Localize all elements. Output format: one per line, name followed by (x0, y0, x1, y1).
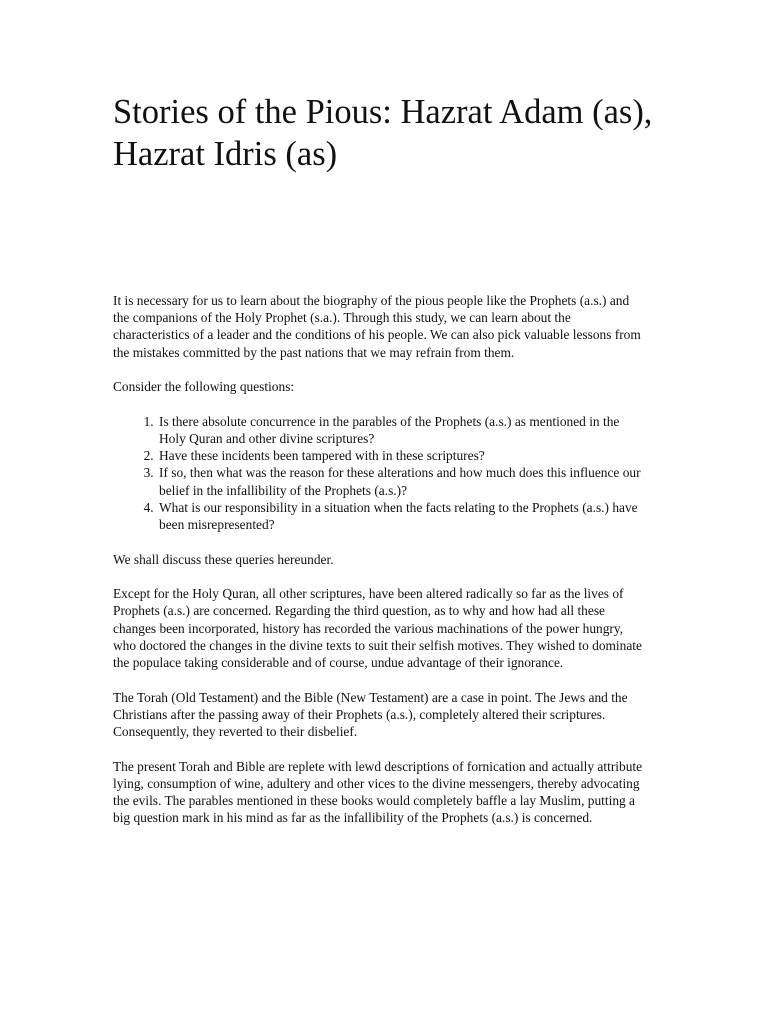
question-item: 2. Have these incidents been tampered with in these scriptures? (157, 447, 645, 464)
document-body (113, 292, 645, 844)
body-paragraph: The present Torah and Bible are replete with lewd descriptions of fornication and actually attribute lying, consumption of wine, adultery and other vices to the divine messengers, thereby advocating the evils. The parables mentioned in these books would completely baffle a lay Muslim, putting a big question mark in his mind as far as the infallibility of the Prophets (a.s.) is concerned. (113, 758, 643, 826)
questions-intro: Consider the following questions: (113, 379, 295, 395)
question-item: 3. If so, then what was the reason for these alterations and how much does this influence our belief in the infallibility of the Prophets (a.s.)? (157, 464, 645, 498)
document-title: Stories of the Pious: Hazrat Adam (as), Hazrat Idris (as) (113, 93, 653, 173)
body-paragraph: The Torah (Old Testament) and the Bible (New Testament) are a case in point. The Jews and the Christians after the passing away of their Prophets (a.s.), completely altered their scriptures. Consequently, they reverted to their disbelief. (113, 689, 628, 740)
intro-paragraph: It is necessary for us to learn about the biography of the pious people like the Prophets (a.s.) and the companions of the Holy Prophet (s.a.). Through this study, we can learn about the characteristics of a leader and the conditions of his people. We can also pick valuable lessons from the mistakes committed by the past nations that we may refrain from them. (113, 293, 641, 360)
question-item: 1. Is there absolute concurrence in the parables of the Prophets (a.s.) as mentioned in the Holy Quran and other divine scriptures? (157, 413, 645, 447)
questions-list (113, 413, 645, 533)
question-item: 4. What is our responsibility in a situation when the facts relating to the Prophets (a.s.) have been misrepresented? (157, 499, 645, 533)
body-paragraph: Except for the Holy Quran, all other scriptures, have been altered radically so far as the lives of Prophets (a.s.) are concerned. Regarding the third question, as to why and how had all these changes been incorporated, history has recorded the various machinations of the power hungry, who doctored the changes in the divine texts to suit their selfish motives. They wished to dominate the populace taking considerable and of course, undue advantage of their ignorance. (113, 586, 642, 671)
body-paragraph: We shall discuss these queries hereunder. (113, 551, 334, 567)
